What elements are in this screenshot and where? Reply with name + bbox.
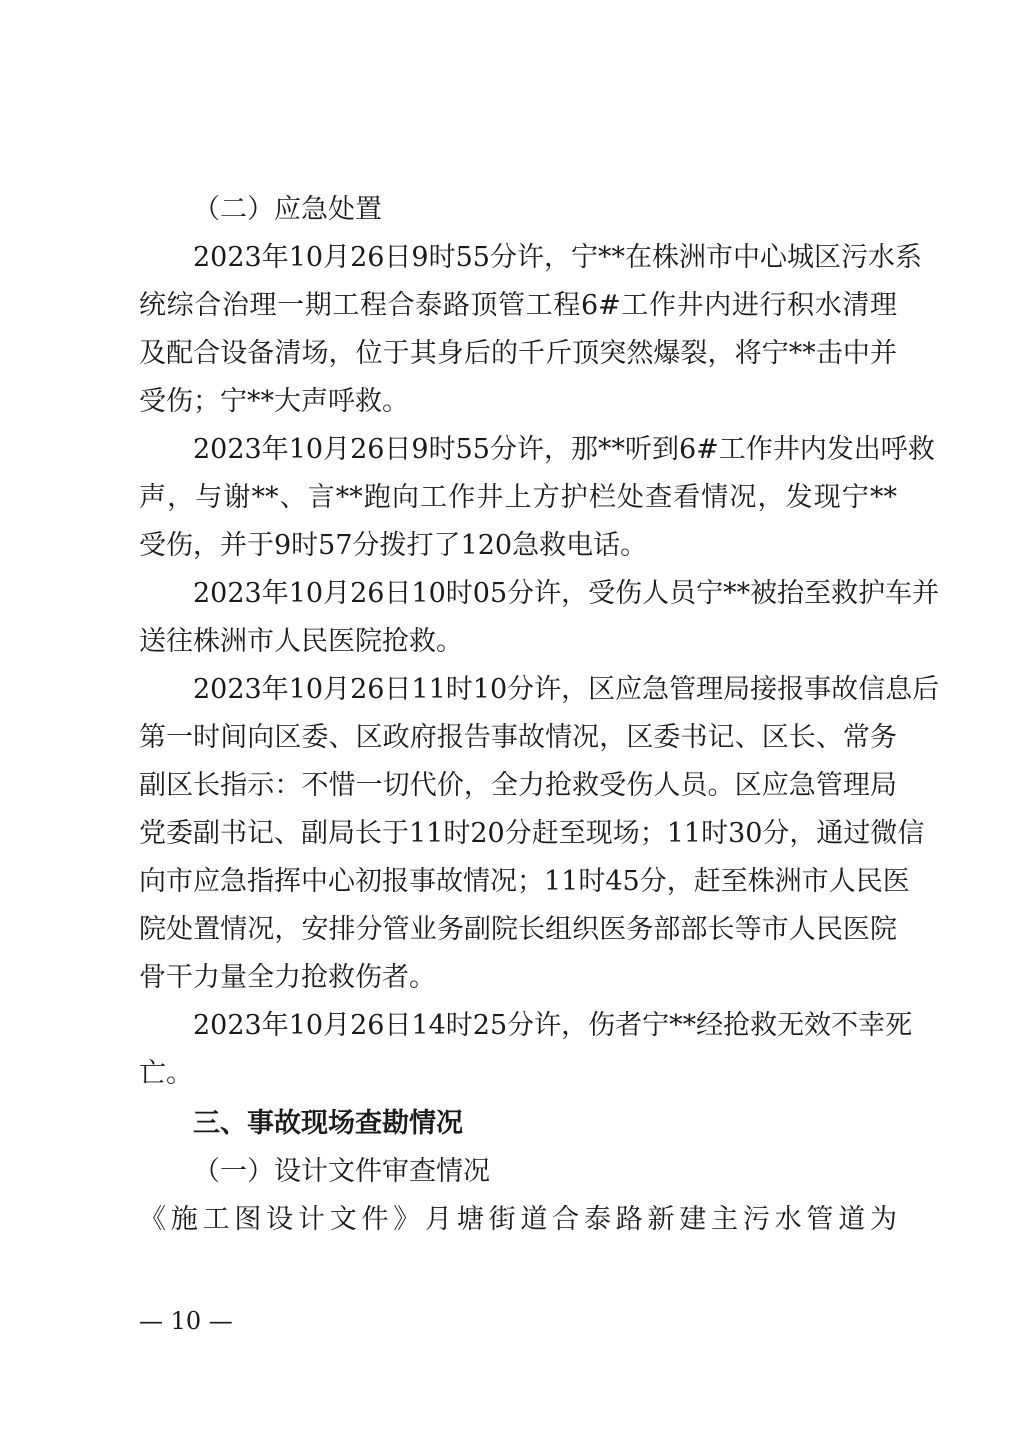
section-heading-site-investigation: 三、事故现场查勘情况	[193, 1108, 463, 1139]
paragraph-line: 党委副书记、副局长于11时20分赶至现场；11时30分，通过微信	[139, 818, 925, 849]
paragraph-line: 骨干力量全力抢救伤者。	[139, 962, 436, 993]
paragraph-line: 院处置情况，安排分管业务副院长组织医务部部长等市人民医院	[139, 914, 897, 945]
paragraph-line: 受伤；宁**大声呼救。	[139, 386, 409, 417]
paragraph-line: 统综合治理一期工程合泰路顶管工程6#工作井内进行积水清理	[139, 290, 897, 321]
paragraph-line: 《施工图设计文件》月塘街道合泰路新建主污水管道为	[139, 1204, 897, 1235]
paragraph-line: 2023年10月26日14时25分许，伤者宁**经抢救无效不幸死	[193, 1010, 913, 1041]
paragraph-line: 2023年10月26日11时10分许，区应急管理局接报事故信息后	[193, 674, 940, 705]
paragraph-line: 2023年10月26日9时55分许，那**听到6#工作井内发出呼救	[193, 434, 935, 465]
paragraph-line: 受伤，并于9时57分拨打了120急救电话。	[139, 530, 648, 561]
paragraph-line: 亡。	[139, 1058, 193, 1089]
paragraph-line: 2023年10月26日10时05分许，受伤人员宁**被抬至救护车并	[193, 578, 940, 609]
paragraph-line: 2023年10月26日9时55分许，宁**在株洲市中心城区污水系	[193, 242, 922, 273]
paragraph-line: 及配合设备清场，位于其身后的千斤顶突然爆裂，将宁**击中并	[139, 338, 897, 369]
paragraph-line: 副区长指示：不惜一切代价，全力抢救受伤人员。区应急管理局	[139, 770, 897, 801]
page-number: — 10 —	[139, 1307, 233, 1335]
paragraph-line: 向市应急指挥中心初报事故情况；11时45分，赶至株洲市人民医	[139, 866, 910, 897]
paragraph-line: 送往株洲市人民医院抢救。	[139, 626, 463, 657]
section-subheading-emergency-response: （二）应急处置	[193, 194, 382, 225]
paragraph-line: 声，与谢**、言**跑向工作井上方护栏处查看情况，发现宁**	[139, 482, 897, 513]
section-subheading-design-review: （一）设计文件审查情况	[193, 1156, 490, 1187]
paragraph-line: 第一时间向区委、区政府报告事故情况，区委书记、区长、常务	[139, 722, 897, 753]
